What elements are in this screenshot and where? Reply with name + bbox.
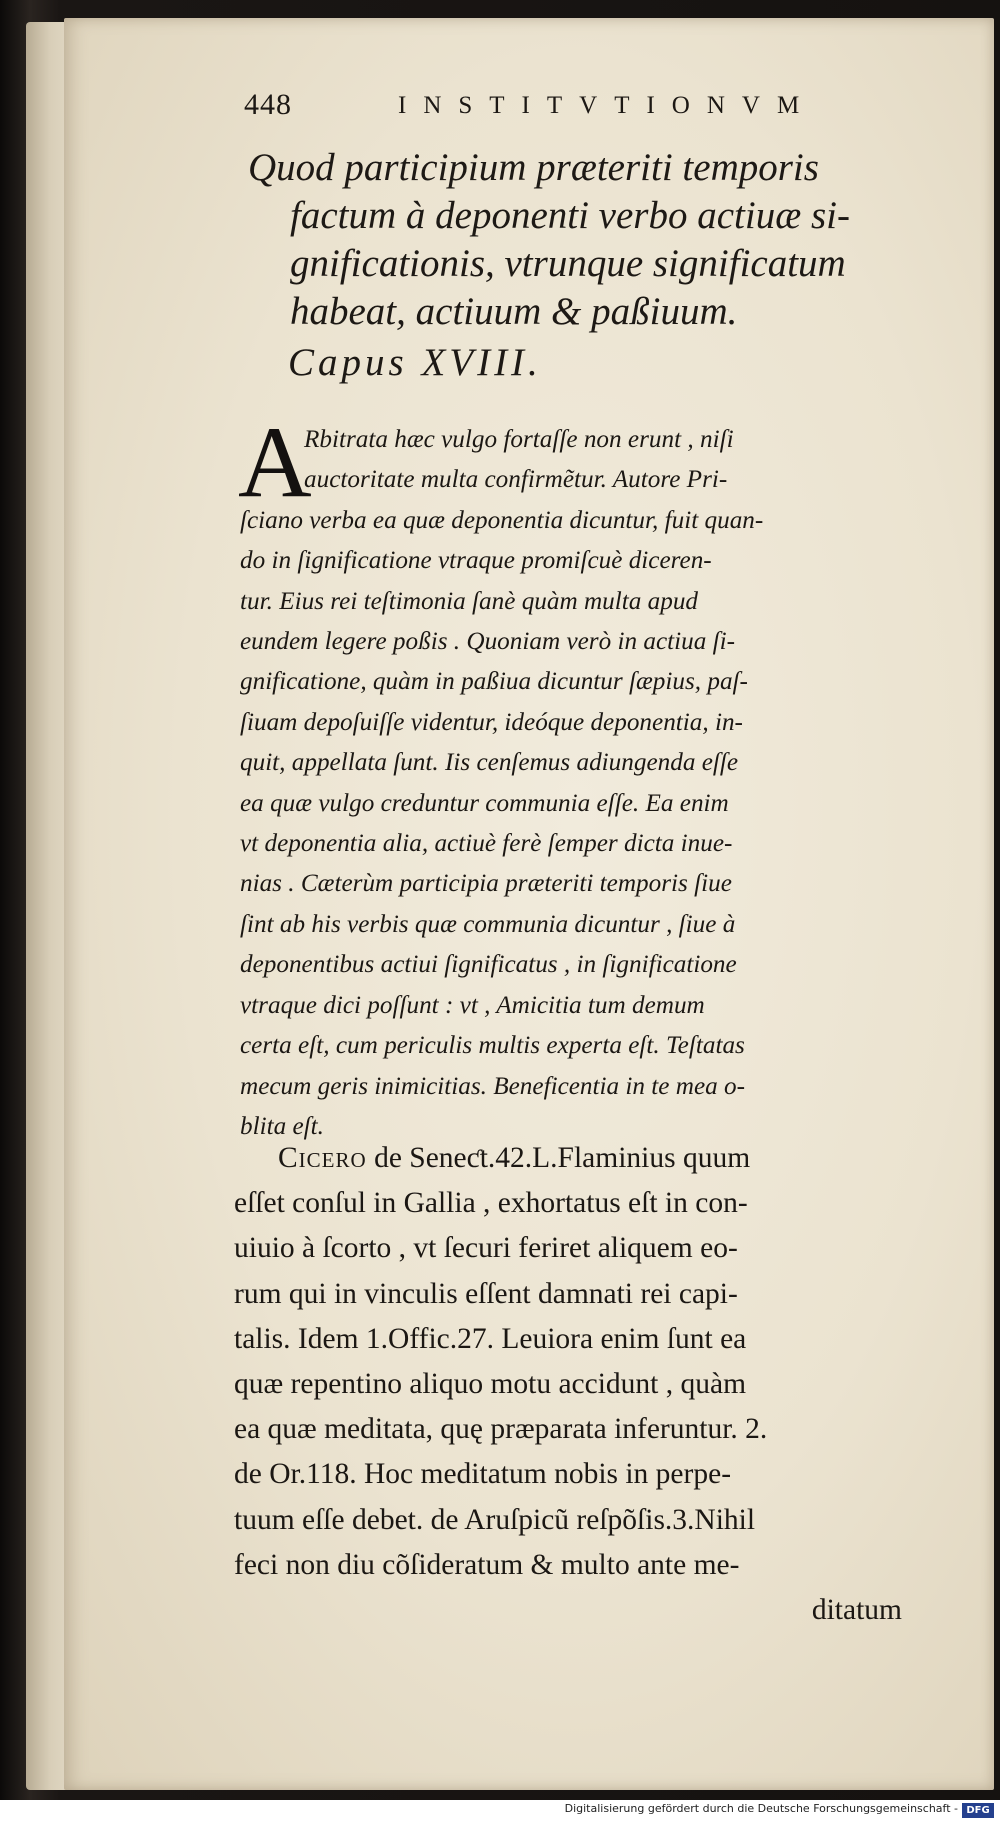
running-head: INSTITVTIONVM	[398, 92, 817, 119]
text-line: ea quæ meditata, quę præparata inferuntur. 2.	[234, 1413, 768, 1446]
text-line: vtraque dici poſſunt : vt , Amicitia tum demum	[240, 991, 705, 1019]
text-line: feci non diu cõſideratum & multo ante me-	[234, 1548, 740, 1581]
author-name: Cicero	[278, 1142, 367, 1174]
text-line: quit, appellata ſunt. Iis cenſemus adiungenda eſſe	[240, 749, 739, 777]
text-line: deponentibus actiui ſignificatus , in ſignificatione	[240, 951, 737, 979]
text-line: do in ſignificatione vtraque promiſcuè diceren-	[240, 547, 712, 575]
text-line	[234, 1136, 902, 1181]
text-line: mecum geris inimicitias. Beneficentia in te mea o-	[240, 1072, 746, 1100]
text-line: ſiuam depoſuiſſe videntur, ideóque deponentia, in-	[240, 708, 743, 736]
text-line: tuum eſſe debet. de Aruſpicũ reſpõſis.3.Nihil	[234, 1503, 756, 1536]
text-line: ſciano verba ea quæ deponentia dicuntur, fuit quan-	[240, 506, 764, 534]
text-line: uiuio à ſcorto , vt ſecuri feriret aliquem eo-	[234, 1232, 738, 1265]
chapter-title	[248, 144, 928, 336]
text-line: certa eſt, cum periculis multis experta eſt. Teſtatas	[240, 1032, 745, 1060]
text-line: auctoritate multa confirmẽtur. Autore Pri-	[304, 466, 728, 494]
text-line: eundem legere poßis . Quoniam verò in actiua ſi-	[240, 628, 736, 656]
drop-capital: A	[238, 406, 312, 519]
text-line: quæ repentino aliquo motu accidunt , quàm	[234, 1368, 747, 1401]
text-line: gnificatione, quàm in paßiua dicuntur ſæpius, paſ-	[240, 668, 748, 696]
text-line: eſſet conſul in Gallia , exhortatus eſt in con-	[234, 1187, 748, 1220]
text-line: vt deponentia alia, actiuè ferè ſemper dicta inue-	[240, 830, 733, 858]
title-line: gnificationis, vtrunque significatum	[290, 242, 846, 285]
footer-bar	[0, 1800, 1000, 1822]
title-line: factum à deponenti verbo actiuæ si-	[290, 194, 850, 237]
catchword: ditatum	[811, 1594, 902, 1627]
text-line: Rbitrata hæc vulgo fortaſſe non erunt , niſi	[304, 426, 734, 453]
text-line: ſint ab his verbis quæ communia dicuntur , ſiue à	[240, 910, 736, 938]
text-line: tur. Eius rei teſtimonia ſanè quàm multa apud	[240, 587, 699, 615]
text-line-rest: de Seneƈt.42.L.Flaminius quum	[366, 1142, 751, 1174]
chapter-number: Capus XVIII.	[288, 341, 542, 384]
italic-paragraph	[238, 406, 900, 1147]
page-header	[176, 88, 916, 128]
text-line: de Or.118. Hoc meditatum nobis in perpe-	[234, 1458, 732, 1491]
title-line: Quod participium præteriti temporis	[248, 146, 819, 189]
text-line: nias . Cæterùm participia præteriti temporis ſiue	[240, 870, 732, 898]
text-line: ea quæ vulgo creduntur communia eſſe. Ea enim	[240, 789, 729, 817]
text-line: rum qui in vinculis eſſent damnati rei capi-	[234, 1277, 738, 1310]
dfg-logo: DFG	[962, 1803, 994, 1818]
page-number: 448	[244, 88, 292, 121]
roman-paragraph	[234, 1136, 902, 1633]
text-line: blita eſt.	[240, 1112, 324, 1140]
text-line: talis. Idem 1.Offic.27. Leuiora enim ſunt ea	[234, 1322, 747, 1355]
funding-credit: Digitalisierung gefördert durch die Deutsche Forschungsgemeinschaft -	[564, 1802, 958, 1815]
title-line: habeat, actiuum & paßiuum.	[290, 290, 738, 333]
